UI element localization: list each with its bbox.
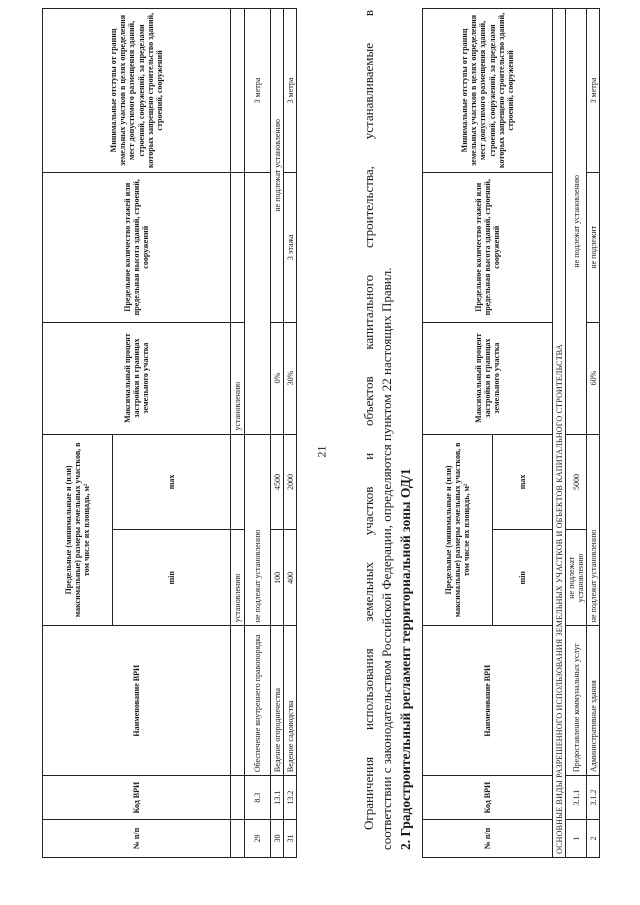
section-title: ОСНОВНЫЕ ВИДЫ РАЗРЕШЕННОГО ИСПОЛЬЗОВАНИЯ ЗЕМЕЛЬНЫХ УЧАСТКОВ И ОБЪЕКТОВ КАПИТАЛЬНОГО СТРОИТЕЛЬСТВА: [553, 9, 566, 858]
cell-min: не подлежат установлению: [245, 434, 271, 626]
header-code: Код ВРИ: [43, 776, 231, 820]
header-max: max: [493, 434, 553, 530]
header-setback: Минимальные отступы от границ земельных участков в целях определения мест допустимого размещения зданий, строений, сооружений, за пределами которых запрещено строительство зданий, строений, сооружений: [43, 9, 231, 173]
cell-floors: не подлежат установлению: [271, 9, 284, 323]
header-num: № п/п: [423, 820, 553, 858]
table-row: [271, 9, 284, 858]
table-section-row: [553, 9, 566, 858]
table-header-row: [423, 9, 493, 858]
paragraph-line-2: соответствии с законодательством Российской Федерации, определяются пунктом 22 настоящих Правил.: [379, 267, 394, 850]
cell-num: 2: [587, 820, 600, 858]
header-percent: Максимальный процент застройки в границах земельного участка: [43, 322, 231, 434]
cell-floors: не подлежит: [587, 172, 600, 322]
cell-max: 5000: [566, 434, 587, 530]
header-floors: Предельное количество этажей или предельная высота зданий, строений, сооружений: [423, 172, 553, 322]
cell-floors: не подлежат установлению: [566, 9, 587, 435]
table-row: [231, 9, 245, 858]
header-size-group: Предельные (минимальные и (или) максимальные) размеры земельных участков, в том числе их площадь, м²: [43, 434, 113, 626]
cell-size-cont: установлению: [231, 530, 245, 626]
cell-setback: 3 метра: [587, 9, 600, 173]
header-min: min: [493, 530, 553, 626]
header-name: Наименование ВРИ: [423, 626, 553, 776]
table-row: [284, 9, 297, 858]
cell-code: 3.1.2: [587, 776, 600, 820]
header-min: min: [113, 530, 231, 626]
header-name: Наименование ВРИ: [43, 626, 231, 776]
cell-percent: [245, 172, 271, 434]
table-row: [245, 9, 271, 858]
section-heading: 2. Градостроительный регламент территориальной зоны ОД/1: [398, 468, 413, 850]
rotated-page-content: [42, 8, 602, 858]
cell-percent: 0%: [271, 322, 284, 434]
cell-percent-cont: установлению: [231, 322, 245, 434]
table-row: [566, 9, 587, 858]
cell-percent: 30%: [284, 322, 297, 434]
cell-num: 29: [245, 820, 271, 858]
header-size-group: Предельные (минимальные и (или) максимальные) размеры земельных участков, в том числе их площадь, м²: [423, 434, 493, 626]
cell-max: 4500: [271, 434, 284, 530]
cell-min: не подлежат установлению: [587, 434, 600, 626]
cell-num: 30: [271, 820, 284, 858]
cell-name: Ведение огородничества: [271, 626, 284, 776]
header-num: № п/п: [43, 820, 231, 858]
cell-code: 3.1.1: [566, 776, 587, 820]
cell-min: 400: [284, 530, 297, 626]
cell-name: Административные здания: [587, 626, 600, 776]
cell-max: 2000: [284, 434, 297, 530]
page-number: 21: [314, 445, 329, 458]
cell-num: 1: [566, 820, 587, 858]
cell-percent: 60%: [587, 322, 600, 434]
header-setback: Минимальные отступы от границ земельных участков в целях определения мест допустимого размещения зданий, строений, сооружений, за пределами которых запрещено строительство зданий, строений, сооружений: [423, 9, 553, 173]
restrictions-paragraph: [360, 10, 396, 850]
cell-min: 100: [271, 530, 284, 626]
paragraph-line-1: Ограничения использования земельных участков и объектов капитального строительства, устанавливаемые в: [361, 10, 376, 830]
header-code: Код ВРИ: [423, 776, 553, 820]
header-percent: Максимальный процент застройки в границах земельного участка: [423, 322, 553, 434]
cell-code: 8.3: [245, 776, 271, 820]
cell-name: Предоставление коммунальных услуг: [566, 626, 587, 776]
header-floors: Предельное количество этажей или предельная высота зданий, строений, сооружений: [43, 172, 231, 322]
cell-setback: 3 метра: [245, 9, 271, 173]
table-continuation: [42, 8, 297, 858]
cell-name: Обеспечение внутреннего правопорядка: [245, 626, 271, 776]
cell-name: Ведение садоводства: [284, 626, 297, 776]
table-row: [587, 9, 600, 858]
cell-num: 31: [284, 820, 297, 858]
cell-code: 13.1: [271, 776, 284, 820]
table-header-row: [43, 9, 113, 858]
cell-setback: 3 метра: [284, 9, 297, 173]
header-max: max: [113, 434, 231, 530]
cell-min: не подлежат установлению: [566, 530, 587, 626]
cell-code: 13.2: [284, 776, 297, 820]
table-zone-od1: [422, 8, 600, 858]
cell-floors: 3 этажа: [284, 172, 297, 322]
